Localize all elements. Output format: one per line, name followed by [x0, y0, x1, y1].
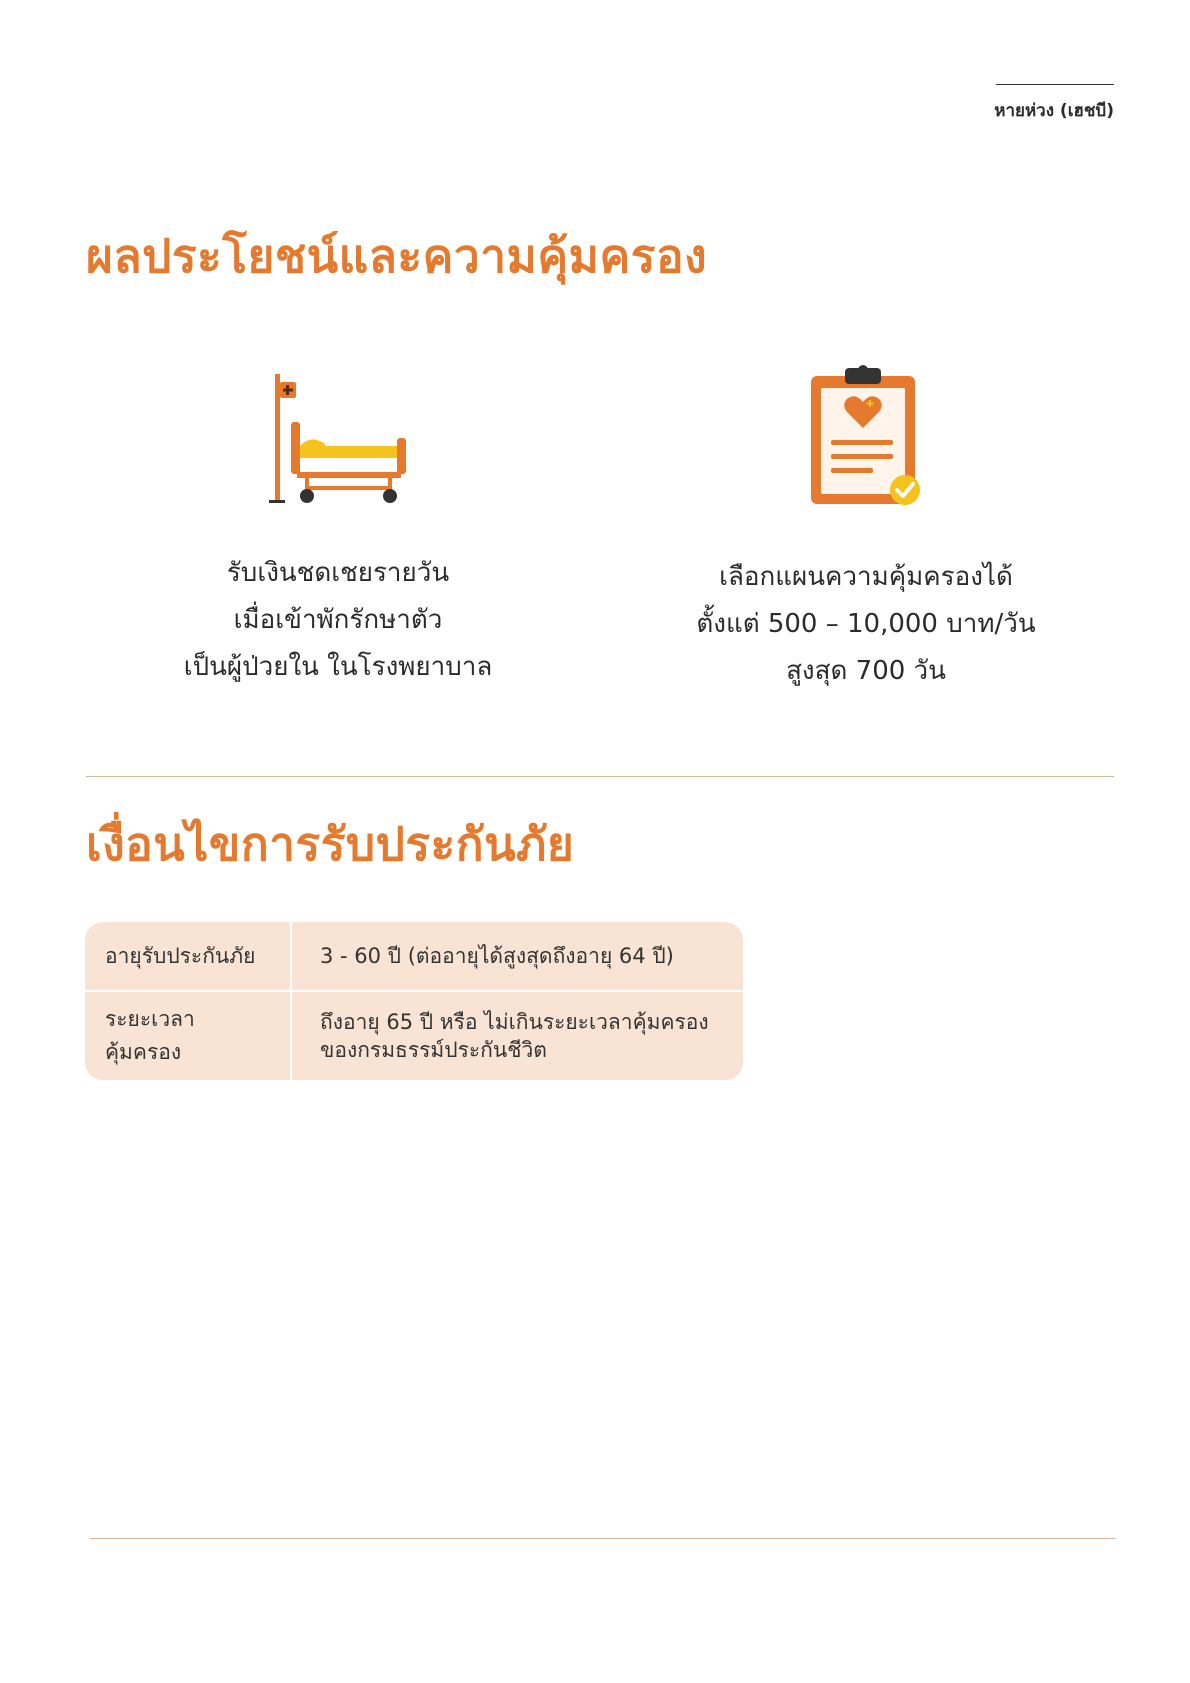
benefit-description — [128, 550, 548, 691]
condition-value — [292, 992, 743, 1080]
header-rule — [996, 84, 1114, 85]
condition-label: ระยะเวลาคุ้มครอง — [85, 992, 292, 1080]
table-row — [85, 922, 743, 992]
condition-value-line: ถึงอายุ 65 ปี หรือ ไม่เกินระยะเวลาคุ้มครอง — [320, 1010, 709, 1034]
benefit-coverage-plan — [656, 362, 1076, 695]
benefit-daily-compensation — [128, 358, 548, 691]
footer-divider — [90, 1538, 1116, 1539]
benefit-line: สูงสุด 700 วัน — [786, 656, 946, 686]
benefit-line: เมื่อเข้าพักรักษาตัว — [233, 605, 443, 635]
condition-value-line: 3 - 60 ปี (ต่ออายุได้สูงสุดถึงอายุ 64 ปี) — [320, 944, 674, 968]
condition-value-line: ของกรมธรรม์ประกันชีวิต — [320, 1038, 547, 1062]
section-divider — [86, 776, 1114, 777]
conditions-table — [85, 922, 743, 1080]
condition-label: อายุรับประกันภัย — [85, 922, 292, 990]
benefit-line: เป็นผู้ป่วยใน ในโรงพยาบาล — [183, 652, 493, 682]
benefit-line: ตั้งแต่ 500 – 10,000 บาท/วัน — [696, 609, 1036, 639]
document-header-title: หายห่วง (เฮชบี) — [994, 101, 1114, 121]
clipboard-heart-icon — [656, 362, 1076, 512]
table-row — [85, 992, 743, 1080]
benefits-section-title: ผลประโยชน์และความคุ้มครอง — [86, 229, 708, 283]
hospital-bed-icon — [128, 358, 548, 508]
conditions-section-title: เงื่อนไขการรับประกันภัย — [86, 817, 575, 871]
benefit-line: รับเงินชดเชยรายวัน — [226, 558, 450, 588]
condition-value — [292, 922, 743, 990]
benefit-line: เลือกแผนความคุ้มครองได้ — [719, 562, 1013, 592]
benefit-description — [656, 554, 1076, 695]
